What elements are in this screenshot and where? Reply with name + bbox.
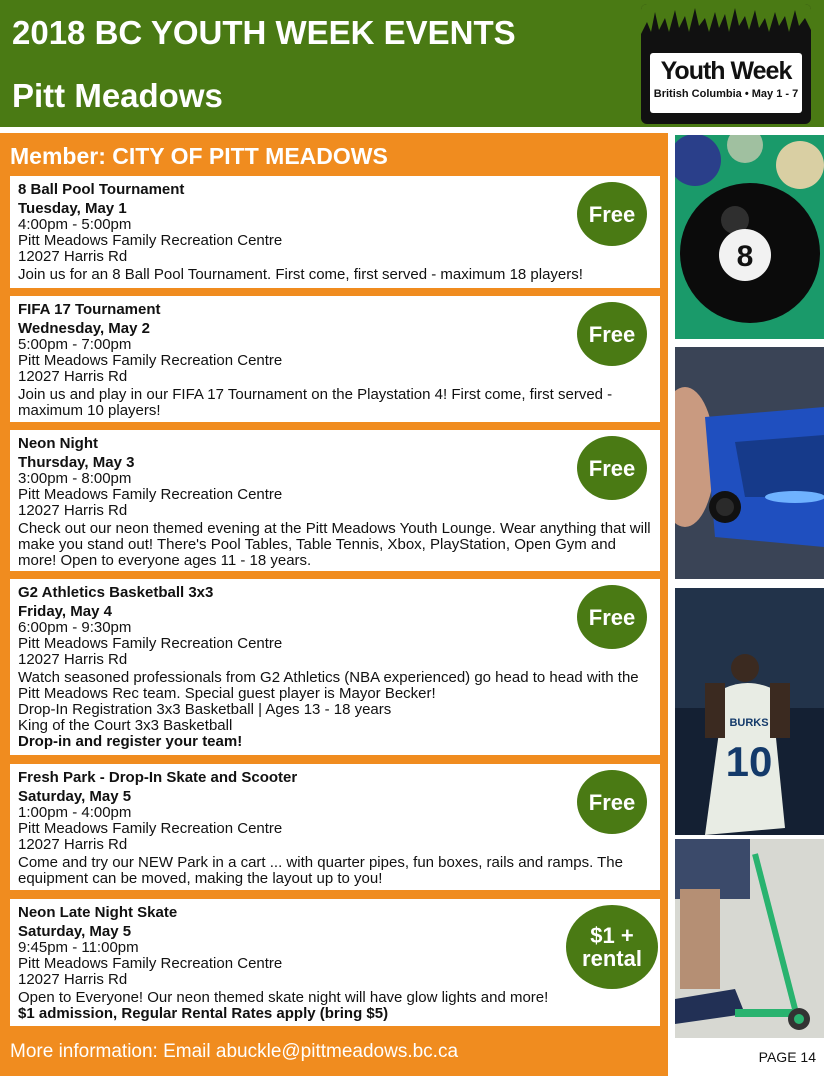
event-card bbox=[10, 899, 660, 1026]
event-address: 12027 Harris Rd bbox=[18, 248, 128, 265]
event-time: 3:00pm - 8:00pm bbox=[18, 470, 132, 487]
event-time: 4:00pm - 5:00pm bbox=[18, 216, 132, 233]
game-controller-photo bbox=[675, 347, 824, 579]
event-card bbox=[10, 430, 660, 571]
price-badge: Free bbox=[577, 585, 647, 649]
scooter-illustration bbox=[675, 839, 824, 1038]
price-badge: Free bbox=[577, 770, 647, 834]
logo-tagline: British Columbia • May 1 - 7 bbox=[653, 88, 799, 100]
event-venue: Pitt Meadows Family Recreation Centre bbox=[18, 820, 283, 837]
ball-number: 8 bbox=[736, 240, 754, 273]
event-time: 5:00pm - 7:00pm bbox=[18, 336, 132, 353]
price-badge: Free bbox=[577, 436, 647, 500]
jersey-number: 10 bbox=[725, 738, 773, 785]
event-title: FIFA 17 Tournament bbox=[18, 301, 161, 318]
basketball-player-photo bbox=[675, 588, 824, 835]
price-badge: Free bbox=[577, 182, 647, 246]
event-time: 6:00pm - 9:30pm bbox=[18, 619, 132, 636]
event-venue: Pitt Meadows Family Recreation Centre bbox=[18, 232, 283, 249]
event-description: Open to Everyone! Our neon themed skate night will have glow lights and more! bbox=[18, 989, 549, 1006]
price-badge: Free bbox=[577, 302, 647, 366]
scooter-photo bbox=[675, 839, 824, 1038]
jersey-name: BURKS bbox=[729, 717, 769, 729]
event-address: 12027 Harris Rd bbox=[18, 971, 128, 988]
event-venue: Pitt Meadows Family Recreation Centre bbox=[18, 486, 283, 503]
event-date: Friday, May 4 bbox=[18, 603, 112, 620]
event-card bbox=[10, 296, 660, 422]
logo-card bbox=[650, 53, 802, 113]
event-address: 12027 Harris Rd bbox=[18, 651, 128, 668]
contact-footer: More information: Email abuckle@pittmeadows.bc.ca bbox=[10, 1041, 459, 1062]
event-address: 12027 Harris Rd bbox=[18, 368, 128, 385]
event-date: Thursday, May 3 bbox=[18, 454, 135, 471]
pool-ball-illustration bbox=[675, 135, 824, 339]
event-venue: Pitt Meadows Family Recreation Centre bbox=[18, 955, 283, 972]
event-title: G2 Athletics Basketball 3x3 bbox=[18, 584, 214, 601]
pool-ball-photo bbox=[675, 135, 824, 339]
event-title: Neon Late Night Skate bbox=[18, 904, 178, 921]
event-date: Saturday, May 5 bbox=[18, 923, 132, 940]
event-address: 12027 Harris Rd bbox=[18, 836, 128, 853]
event-description: Join us and play in our FIFA 17 Tournament on the Playstation 4! First come, first served - maximum 10 players! bbox=[18, 386, 613, 419]
crowd-silhouette-icon bbox=[641, 4, 811, 52]
event-venue: Pitt Meadows Family Recreation Centre bbox=[18, 352, 283, 369]
logo-wordmark: Youth Week bbox=[660, 57, 792, 85]
event-time: 1:00pm - 4:00pm bbox=[18, 804, 132, 821]
event-card bbox=[10, 176, 660, 288]
price-badge: $1 + rental bbox=[566, 905, 658, 989]
page-title: 2018 BC YOUTH WEEK EVENTS bbox=[12, 14, 516, 51]
event-registration: Drop-In Registration 3x3 Basketball | Ages 13 - 18 years bbox=[18, 701, 392, 718]
basketball-illustration bbox=[675, 588, 824, 835]
member-heading: Member: CITY OF PITT MEADOWS bbox=[10, 143, 388, 169]
event-address: 12027 Harris Rd bbox=[18, 502, 128, 519]
event-admission: $1 admission, Regular Rental Rates apply (bring $5) bbox=[18, 1005, 389, 1022]
controller-illustration bbox=[675, 347, 824, 579]
event-description: Watch seasoned professionals from G2 Athletics (NBA experienced) go head to head with the Pitt Meadows Rec team. Special guest player is Mayor Becker! bbox=[18, 669, 639, 702]
event-title: Fresh Park - Drop-In Skate and Scooter bbox=[18, 769, 298, 786]
event-card bbox=[10, 764, 660, 890]
event-time: 9:45pm - 11:00pm bbox=[18, 939, 139, 956]
event-date: Tuesday, May 1 bbox=[18, 200, 127, 217]
page-subtitle: Pitt Meadows bbox=[12, 77, 223, 114]
event-title: 8 Ball Pool Tournament bbox=[18, 181, 185, 198]
event-card bbox=[10, 579, 660, 755]
event-date: Wednesday, May 2 bbox=[18, 320, 150, 337]
event-venue: Pitt Meadows Family Recreation Centre bbox=[18, 635, 283, 652]
event-date: Saturday, May 5 bbox=[18, 788, 132, 805]
page-number: PAGE 14 bbox=[758, 1049, 816, 1065]
event-title: Neon Night bbox=[18, 435, 98, 452]
event-description: Join us for an 8 Ball Pool Tournament. First come, first served - maximum 18 players! bbox=[18, 266, 583, 283]
event-description: Come and try our NEW Park in a cart ... with quarter pipes, fun boxes, rails and ramps. The equipment can be moved, making the layout up to you! bbox=[18, 854, 623, 887]
page-header bbox=[0, 0, 824, 127]
event-callout: Drop-in and register your team! bbox=[18, 733, 243, 750]
event-subtitle: King of the Court 3x3 Basketball bbox=[18, 717, 233, 734]
event-description: Check out our neon themed evening at the Pitt Meadows Youth Lounge. Wear anything that will make you stand out! There's Pool Tables, Table Tennis, Xbox, PlayStation, Open Gym and more! Open to everyone ages 11 - 18 years. bbox=[18, 520, 651, 569]
youth-week-logo bbox=[641, 4, 811, 124]
